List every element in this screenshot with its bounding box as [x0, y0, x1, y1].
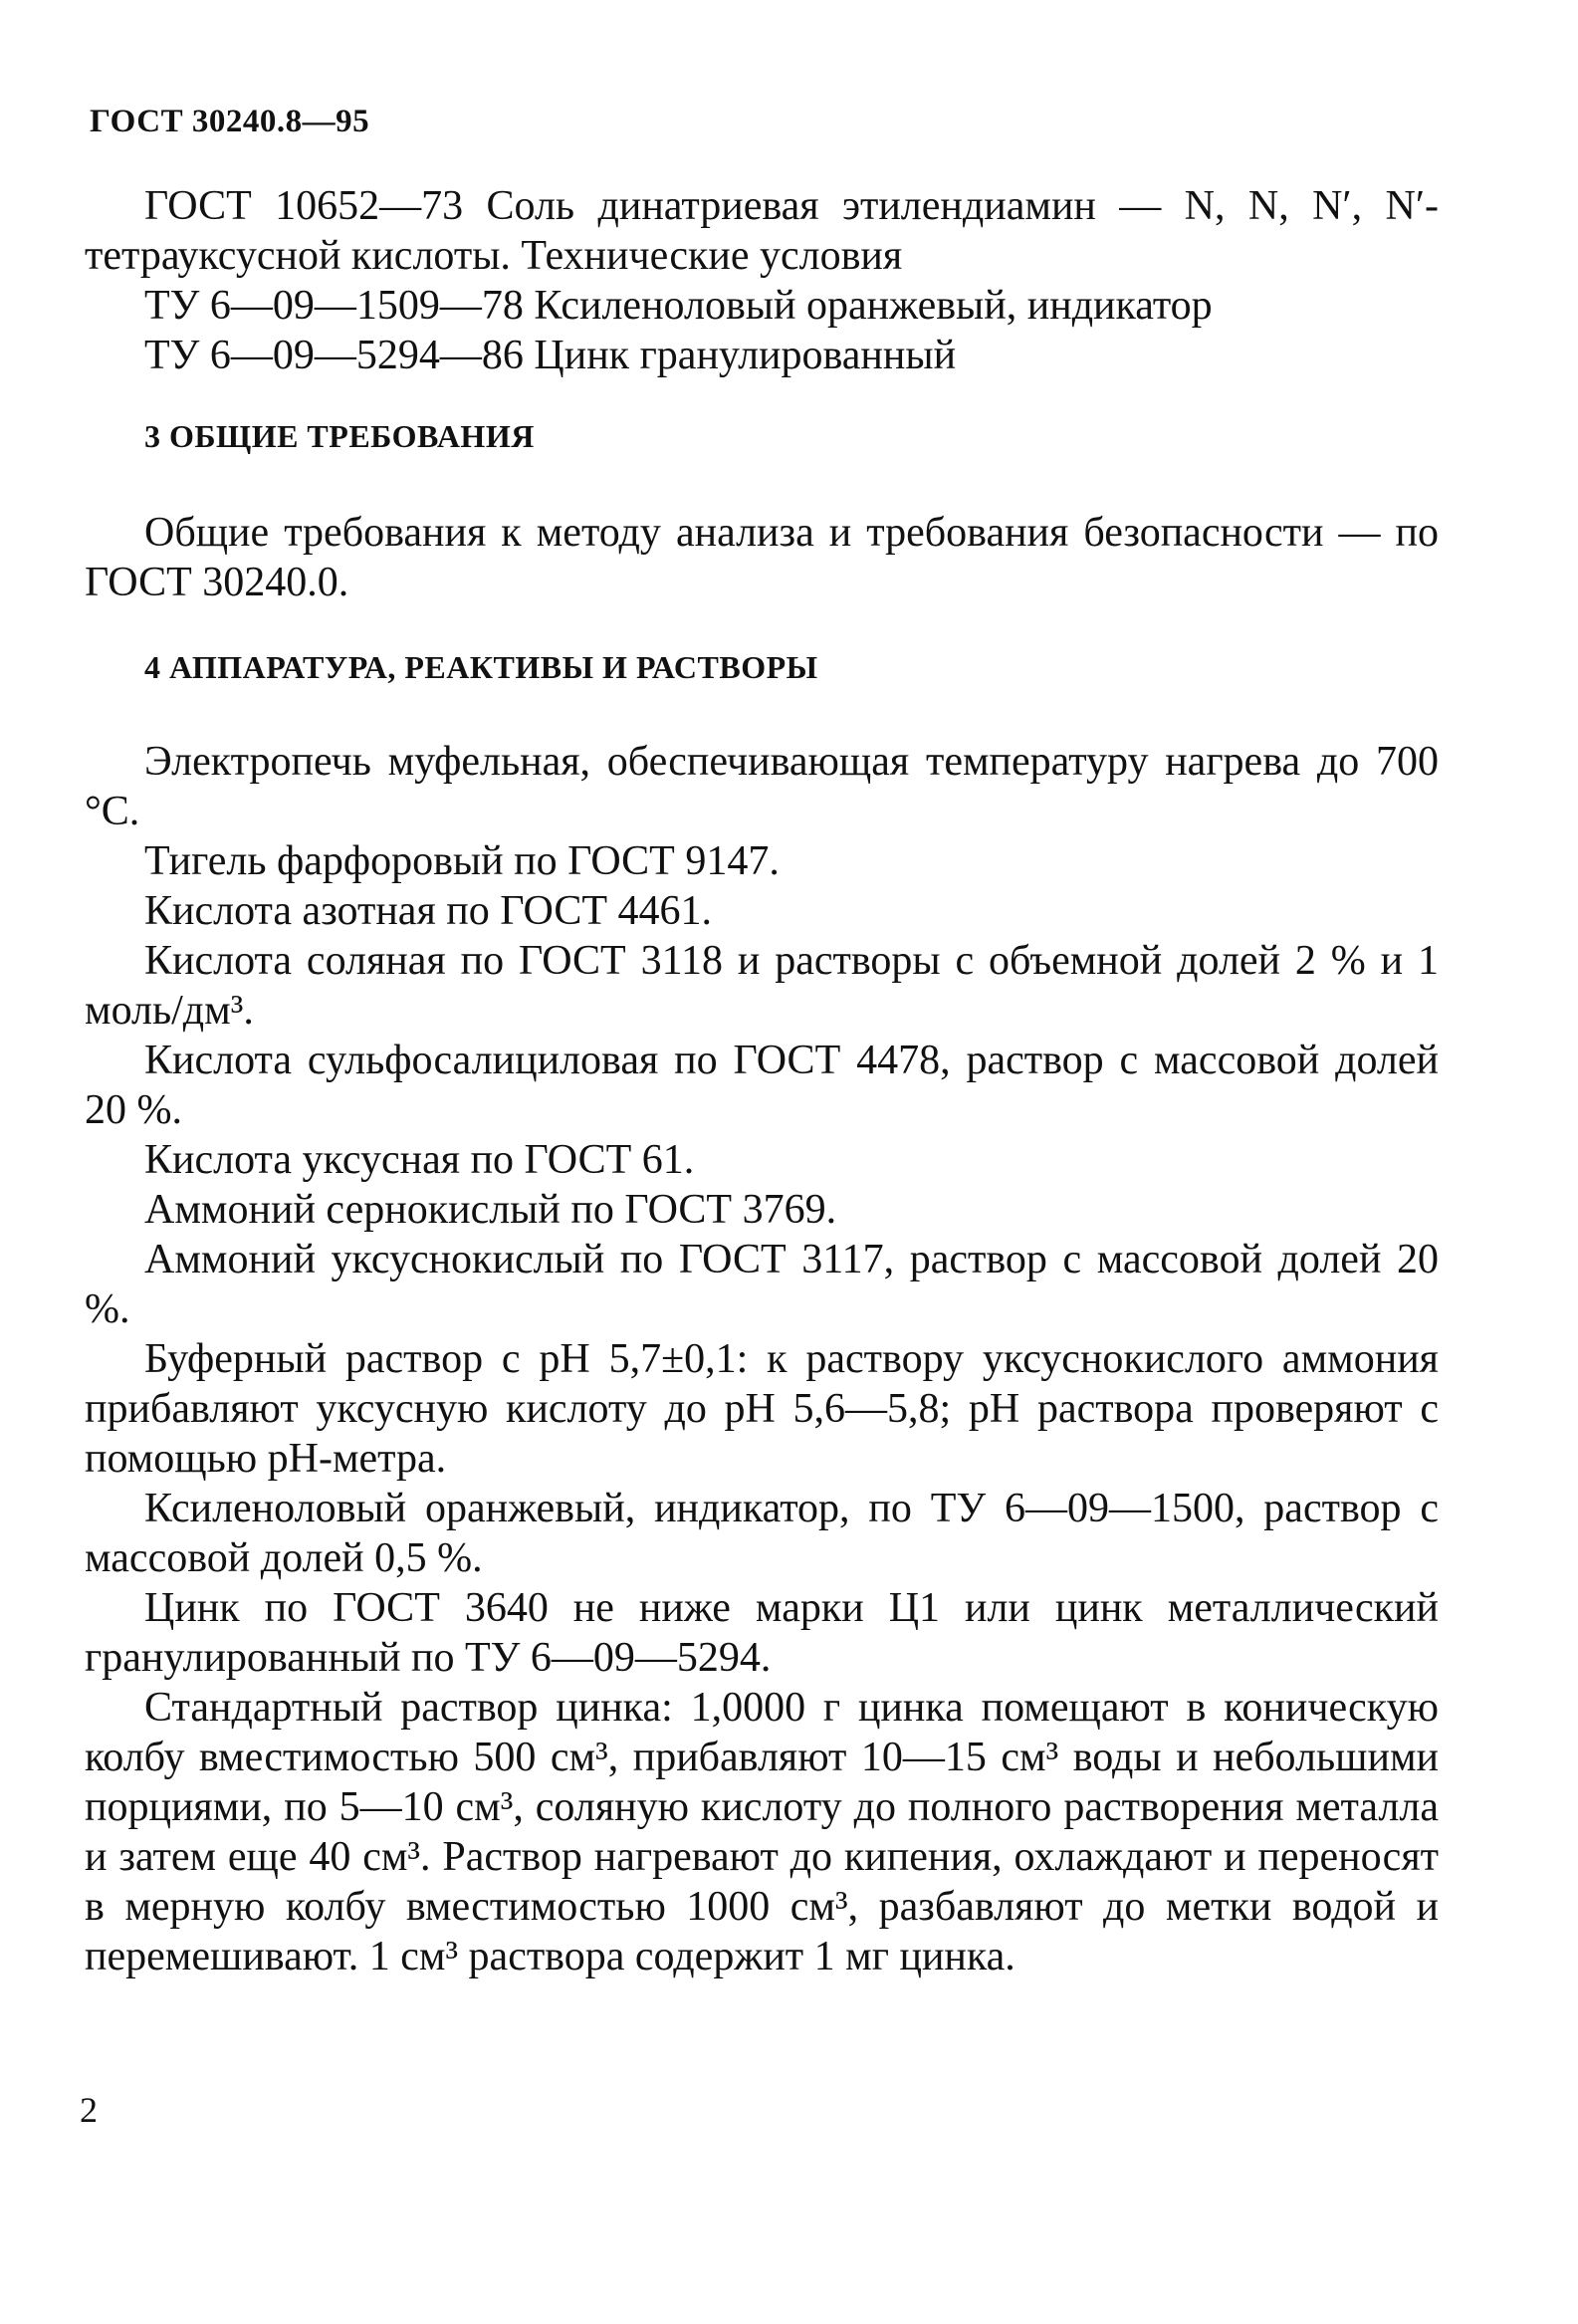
paragraph: Электропечь муфельная, обеспечивающая температуру нагрева до 700 °С.	[85, 739, 1439, 834]
paragraph: Общие требования к методу анализа и требования безопасности — по ГОСТ 30240.0.	[85, 510, 1439, 605]
running-header: ГОСТ 30240.8—95	[90, 104, 370, 139]
paragraph: Стандартный раствор цинка: 1,0000 г цинка помещают в коническую колбу вместимостью 500 см³, прибавляют 10—15 см³ воды и небольшими порциями, по 5—10 см³, соляную кислоту до полного растворения металла и затем еще 40 см³. Раствор нагревают до кипения, охлаждают и переносят в мерную колбу вместимостью 1000 см³, разбавляют до метки водой и перемешивают. 1 см³ раствора содержит 1 мг цинка.	[85, 1685, 1439, 1979]
normative-references	[85, 181, 1439, 380]
paragraph: Кислота сульфосалициловая по ГОСТ 4478, раствор с массовой долей 20 %.	[85, 1038, 1439, 1133]
paragraph: Тигель фарфоровый по ГОСТ 9147.	[144, 838, 780, 884]
paragraph: Ксиленоловый оранжевый, индикатор, по ТУ 6—09—1500, раствор с массовой долей 0,5 %.	[85, 1486, 1439, 1581]
reference-item: ГОСТ 10652—73 Соль динатриевая этилендиамин — N, N, N′, N′-тетрауксусной кислоты. Технические условия	[85, 183, 1439, 279]
section-4-heading: 4 АППАРАТУРА, РЕАКТИВЫ И РАСТВОРЫ	[144, 649, 818, 685]
paragraph: Кислота азотная по ГОСТ 4461.	[144, 888, 712, 934]
page-number: 2	[80, 2090, 98, 2130]
reference-item: ТУ 6—09—1509—78 Ксиленоловый оранжевый, индикатор	[144, 283, 1213, 329]
paragraph: Кислота уксусная по ГОСТ 61.	[144, 1137, 695, 1183]
paragraph: Кислота соляная по ГОСТ 3118 и растворы с объемной долей 2 % и 1 моль/дм³.	[85, 938, 1439, 1034]
section-4-body	[85, 737, 1439, 1981]
paragraph: Буферный раствор с pH 5,7±0,1: к раствору уксуснокислого аммония прибавляют уксусную кислоту до pH 5,6—5,8; pH раствора проверяют с помощью pH-метра.	[85, 1336, 1439, 1482]
reference-item: ТУ 6—09—5294—86 Цинк гранулированный	[144, 333, 957, 378]
section-3-body	[85, 508, 1439, 607]
paragraph: Аммоний уксуснокислый по ГОСТ 3117, раствор с массовой долей 20 %.	[85, 1237, 1439, 1332]
section-3-heading: 3 ОБЩИЕ ТРЕБОВАНИЯ	[144, 418, 535, 454]
paragraph: Аммоний сернокислый по ГОСТ 3769.	[144, 1187, 837, 1233]
paragraph: Цинк по ГОСТ 3640 не ниже марки Ц1 или цинк металлический гранулированный по ТУ 6—09—5294.	[85, 1585, 1439, 1681]
